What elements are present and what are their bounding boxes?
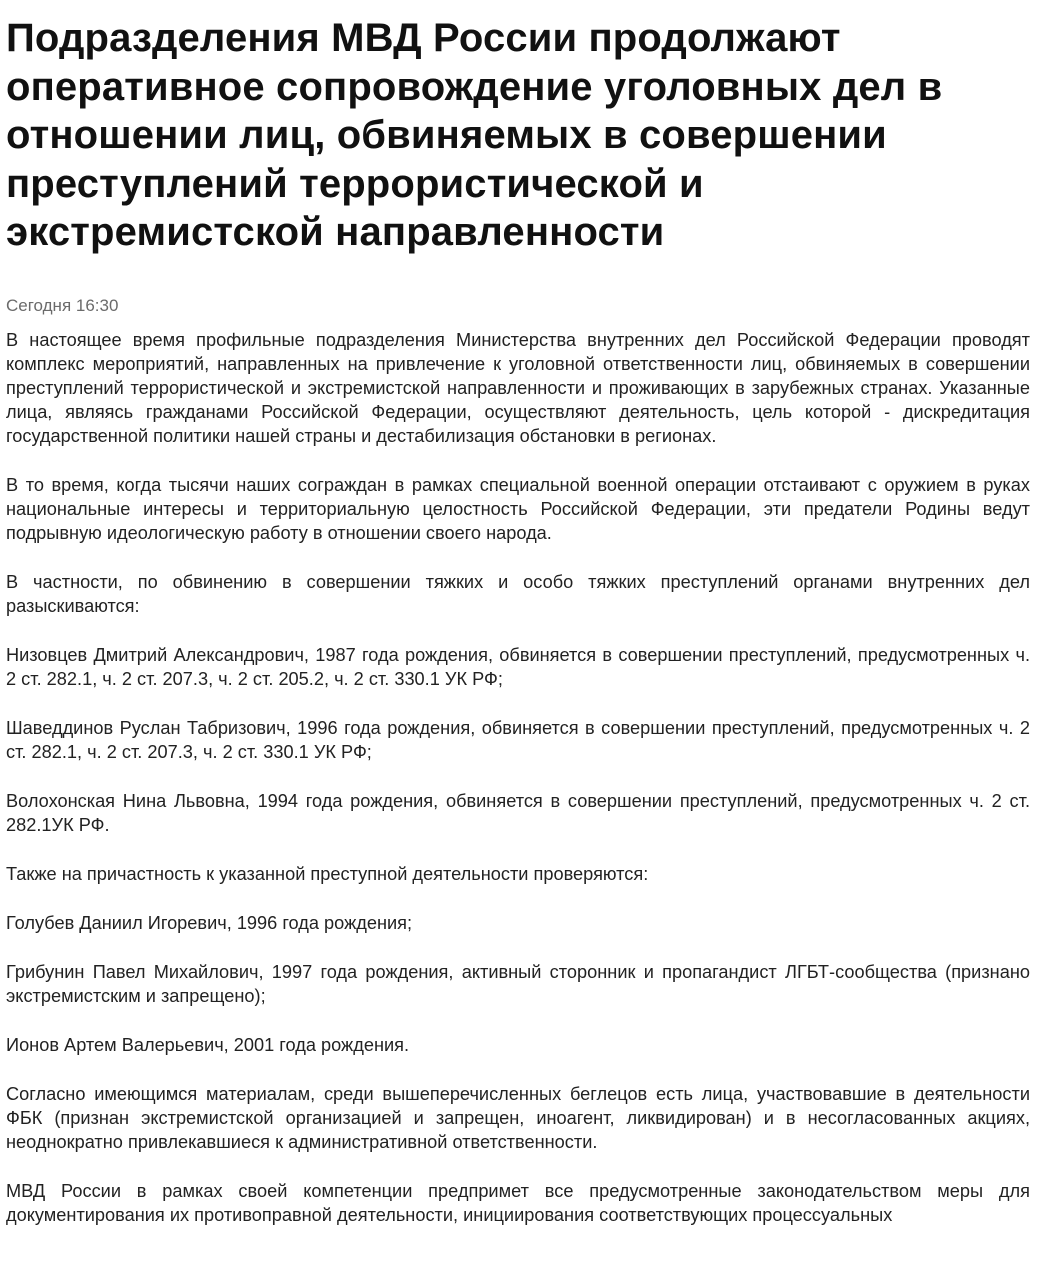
wanted-person-entry: Волохонская Нина Львовна, 1994 года рождения, обвиняется в совершении преступлений, предусмотренных ч. 2 ст. 282.1УК РФ. — [6, 790, 1030, 835]
checked-person-entry: Голубев Даниил Игоревич, 1996 года рождения; — [6, 912, 413, 933]
checked-person-entry: Грибунин Павел Михайлович, 1997 года рождения, активный сторонник и пропагандист ЛГБТ-сообщества (признано экстремистским и запрещено); — [6, 961, 1030, 1006]
article-body — [6, 328, 1030, 1227]
wanted-person-entry: Низовцев Дмитрий Александрович, 1987 года рождения, обвиняется в совершении преступлений, предусмотренных ч. 2 ст. 282.1, ч. 2 ст. 207.3, ч. 2 ст. 205.2, ч. 2 ст. 330.1 УК РФ; — [6, 644, 1030, 689]
article-paragraph: Согласно имеющимся материалам, среди вышеперечисленных беглецов есть лица, участвовавшие в деятельности ФБК (признан экстремистской организацией и запрещен, иноагент, ликвидирован) и в несогласованных акциях, неоднократно привлекавшиеся к административной ответственности. — [6, 1083, 1030, 1152]
article-paragraph: В то время, когда тысячи наших сограждан в рамках специальной военной операции отстаивают с оружием в руках национальные интересы и территориальную целостность Российской Федерации, эти предатели Родины ведут подрывную идеологическую работу в отношении своего народа. — [6, 474, 1030, 543]
article-title: Подразделения МВД России продолжают оперативное сопровождение уголовных дел в отношении лиц, обвиняемых в совершении преступлений террористической и экстремистской направленности — [6, 16, 943, 254]
article-paragraph: В настоящее время профильные подразделения Министерства внутренних дел Российской Федерации проводят комплекс мероприятий, направленных на привлечение к уголовной ответственности лиц, обвиняемых в совершении преступлений террористической и экстремистской направленности и проживающих в зарубежных странах. Указанные лица, являясь гражданами Российской Федерации, осуществляют деятельность, цель которой - дискредитация государственной политики нашей страны и дестабилизация обстановки в регионах. — [6, 329, 1030, 446]
news-article — [6, 14, 1030, 1227]
article-paragraph: МВД России в рамках своей компетенции предпримет все предусмотренные законодательством меры для документирования их противоправной деятельности, инициирования соответствующих процессуальных — [6, 1180, 1030, 1225]
wanted-person-entry: Шаведдинов Руслан Табризович, 1996 года рождения, обвиняется в совершении преступлений, предусмотренных ч. 2 ст. 282.1, ч. 2 ст. 207.3, ч. 2 ст. 330.1 УК РФ; — [6, 717, 1030, 762]
checked-person-entry: Ионов Артем Валерьевич, 2001 года рождения. — [6, 1034, 410, 1055]
article-date: Сегодня 16:30 — [6, 295, 119, 315]
article-paragraph: Также на причастность к указанной преступной деятельности проверяются: — [6, 863, 649, 884]
article-paragraph: В частности, по обвинению в совершении тяжких и особо тяжких преступлений органами внутренних дел разыскиваются: — [6, 571, 1030, 616]
